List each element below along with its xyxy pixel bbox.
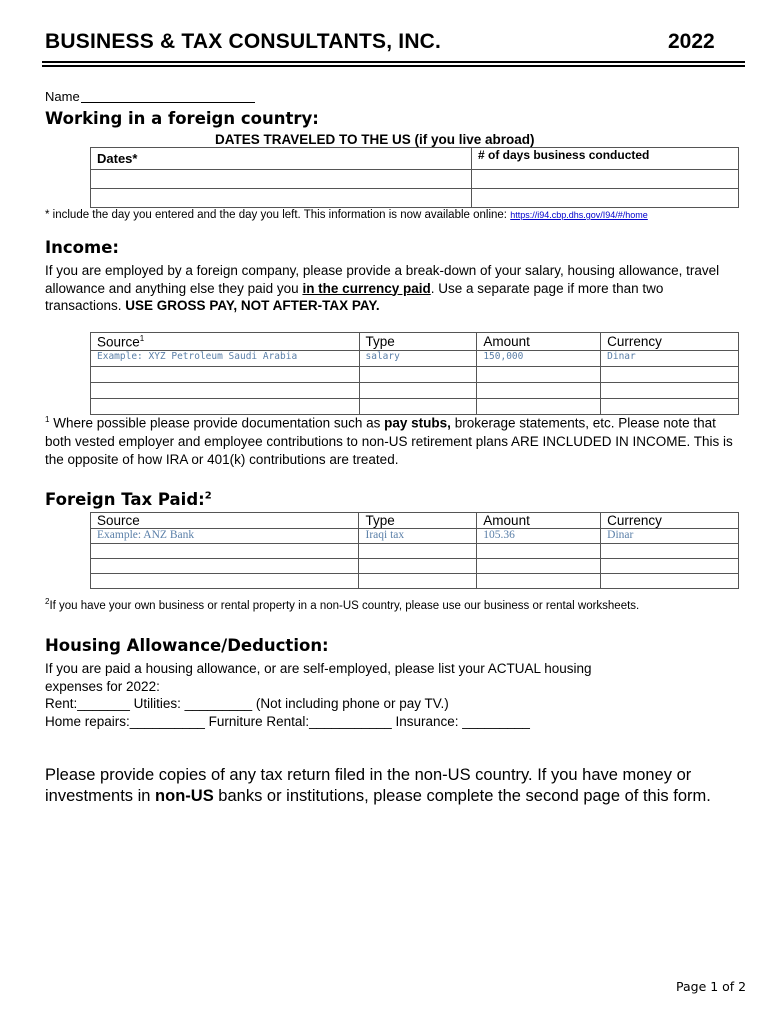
col-header-source — [91, 333, 360, 351]
col-header-days: # of days business conducted — [472, 148, 739, 170]
section-title-income: Income: — [45, 238, 119, 257]
housing-instructions — [45, 660, 735, 730]
name-label: Name — [45, 89, 80, 104]
dates-cell[interactable] — [91, 170, 472, 189]
source-footnote-mark: 1 — [139, 334, 145, 343]
header-rule-top — [42, 61, 745, 63]
table-cell[interactable] — [91, 366, 360, 382]
income-table — [90, 332, 739, 415]
income-footnote-text-1: Where possible please provide documentation such as — [49, 415, 385, 431]
income-footnote-bold: pay stubs, — [384, 415, 451, 431]
dates-heading: DATES TRAVELED TO THE US (if you live abroad) — [215, 132, 535, 147]
form-year: 2022 — [668, 30, 715, 53]
table-row — [91, 559, 739, 574]
dates-cell[interactable] — [91, 189, 472, 208]
foreign-tax-footnote — [45, 597, 639, 612]
col-header-dates: Dates* — [91, 148, 472, 170]
table-cell[interactable] — [601, 544, 739, 559]
days-cell[interactable] — [472, 189, 739, 208]
housing-line-repairs-furniture-insurance[interactable]: Home repairs:__________ Furniture Rental:___________ Insurance: _________ — [45, 713, 530, 729]
section-title-foreign-tax — [45, 490, 212, 509]
example-amount: 105.36 — [477, 529, 601, 544]
table-row — [91, 382, 739, 398]
foreign-tax-title-text: Foreign Tax Paid: — [45, 490, 205, 509]
footnote-mark: 2 — [45, 597, 50, 606]
table-cell[interactable] — [477, 382, 601, 398]
section-title-housing: Housing Allowance/Deduction: — [45, 636, 329, 655]
example-currency: Dinar — [601, 350, 739, 366]
dates-table — [90, 147, 739, 208]
table-cell[interactable] — [91, 382, 360, 398]
example-type: salary — [359, 350, 477, 366]
col-header-source: Source — [91, 513, 359, 529]
table-row — [91, 350, 739, 366]
header-rule-bottom — [42, 65, 745, 67]
col-header-currency: Currency — [601, 513, 739, 529]
table-cell[interactable] — [601, 559, 739, 574]
table-cell[interactable] — [91, 544, 359, 559]
col-header-currency: Currency — [601, 333, 739, 351]
dates-footnote — [45, 209, 648, 221]
closing-text-1: Please provide copies of any tax return filed in the non-US country. If you have money or investments in — [45, 766, 692, 805]
table-cell[interactable] — [359, 574, 477, 589]
housing-line-2: expenses for 2022: — [45, 678, 160, 694]
page-number: Page 1 of 2 — [676, 979, 747, 994]
table-row — [91, 366, 739, 382]
income-text-2: . Use a separate page if more than two transactions. — [45, 280, 664, 313]
closing-text-bold: non-US — [155, 787, 214, 805]
table-row — [91, 189, 739, 208]
housing-line-rent-utilities[interactable]: Rent:_______ Utilities: _________ (Not including phone or pay TV.) — [45, 696, 449, 711]
col-header-amount: Amount — [477, 513, 601, 529]
table-row — [91, 544, 739, 559]
foreign-tax-footnote-text: If you have your own business or rental property in a non-US country, please use our business or rental worksheets. — [49, 599, 640, 612]
example-source: Example: ANZ Bank — [91, 529, 359, 544]
income-text-bold: USE GROSS PAY, NOT AFTER-TAX PAY. — [125, 298, 380, 313]
example-currency: Dinar — [601, 529, 739, 544]
i94-link[interactable]: https://i94.cbp.dhs.gov/I94/#/home — [510, 210, 648, 220]
table-row — [91, 574, 739, 589]
table-cell[interactable] — [91, 559, 359, 574]
table-cell[interactable] — [601, 574, 739, 589]
income-footnote-text-2: brokerage statements, etc. Please note that both vested employer and employee contributions to non-US retirement plans ARE INCLUDED IN INCOME. This is the opposite of how IRA or 401(k) contributions are treated. — [45, 415, 733, 467]
table-cell[interactable] — [601, 382, 739, 398]
closing-instructions — [45, 765, 725, 807]
table-cell[interactable] — [359, 382, 477, 398]
income-text-1: If you are employed by a foreign company, please provide a break-down of your salary, housing allowance, travel allowance and anything else they paid you — [45, 263, 720, 296]
income-text-underline: in the currency paid — [302, 280, 431, 296]
col-header-type: Type — [359, 513, 477, 529]
table-cell[interactable] — [91, 574, 359, 589]
foreign-tax-footnote-mark: 2 — [204, 490, 212, 502]
table-cell[interactable] — [477, 366, 601, 382]
table-cell[interactable] — [601, 366, 739, 382]
closing-text-2: banks or institutions, please complete the second page of this form. — [213, 787, 711, 805]
table-cell[interactable] — [359, 559, 477, 574]
income-footnote — [45, 411, 735, 469]
table-cell[interactable] — [477, 544, 601, 559]
dates-footnote-text: * include the day you entered and the day you left. This information is now available online: — [45, 209, 511, 221]
table-cell[interactable] — [359, 544, 477, 559]
table-cell[interactable] — [359, 366, 477, 382]
table-cell[interactable] — [477, 559, 601, 574]
example-amount: 150,000 — [477, 350, 601, 366]
foreign-tax-table — [90, 512, 739, 589]
col-header-amount: Amount — [477, 333, 601, 351]
section-title-working: Working in a foreign country: — [45, 109, 319, 128]
example-type: Iraqi tax — [359, 529, 477, 544]
footnote-mark: 1 — [45, 415, 50, 424]
days-cell[interactable] — [472, 170, 739, 189]
company-name: BUSINESS & TAX CONSULTANTS, INC. — [45, 30, 442, 53]
table-row — [91, 170, 739, 189]
name-field-line[interactable] — [81, 102, 255, 103]
table-cell[interactable] — [477, 574, 601, 589]
col-header-source-text: Source — [97, 334, 140, 350]
col-header-type: Type — [359, 333, 477, 351]
example-source: Example: XYZ Petroleum Saudi Arabia — [91, 350, 360, 366]
table-row — [91, 529, 739, 544]
income-instructions — [45, 262, 725, 315]
housing-line-1: If you are paid a housing allowance, or are self-employed, please list your ACTUAL housing — [45, 661, 592, 676]
